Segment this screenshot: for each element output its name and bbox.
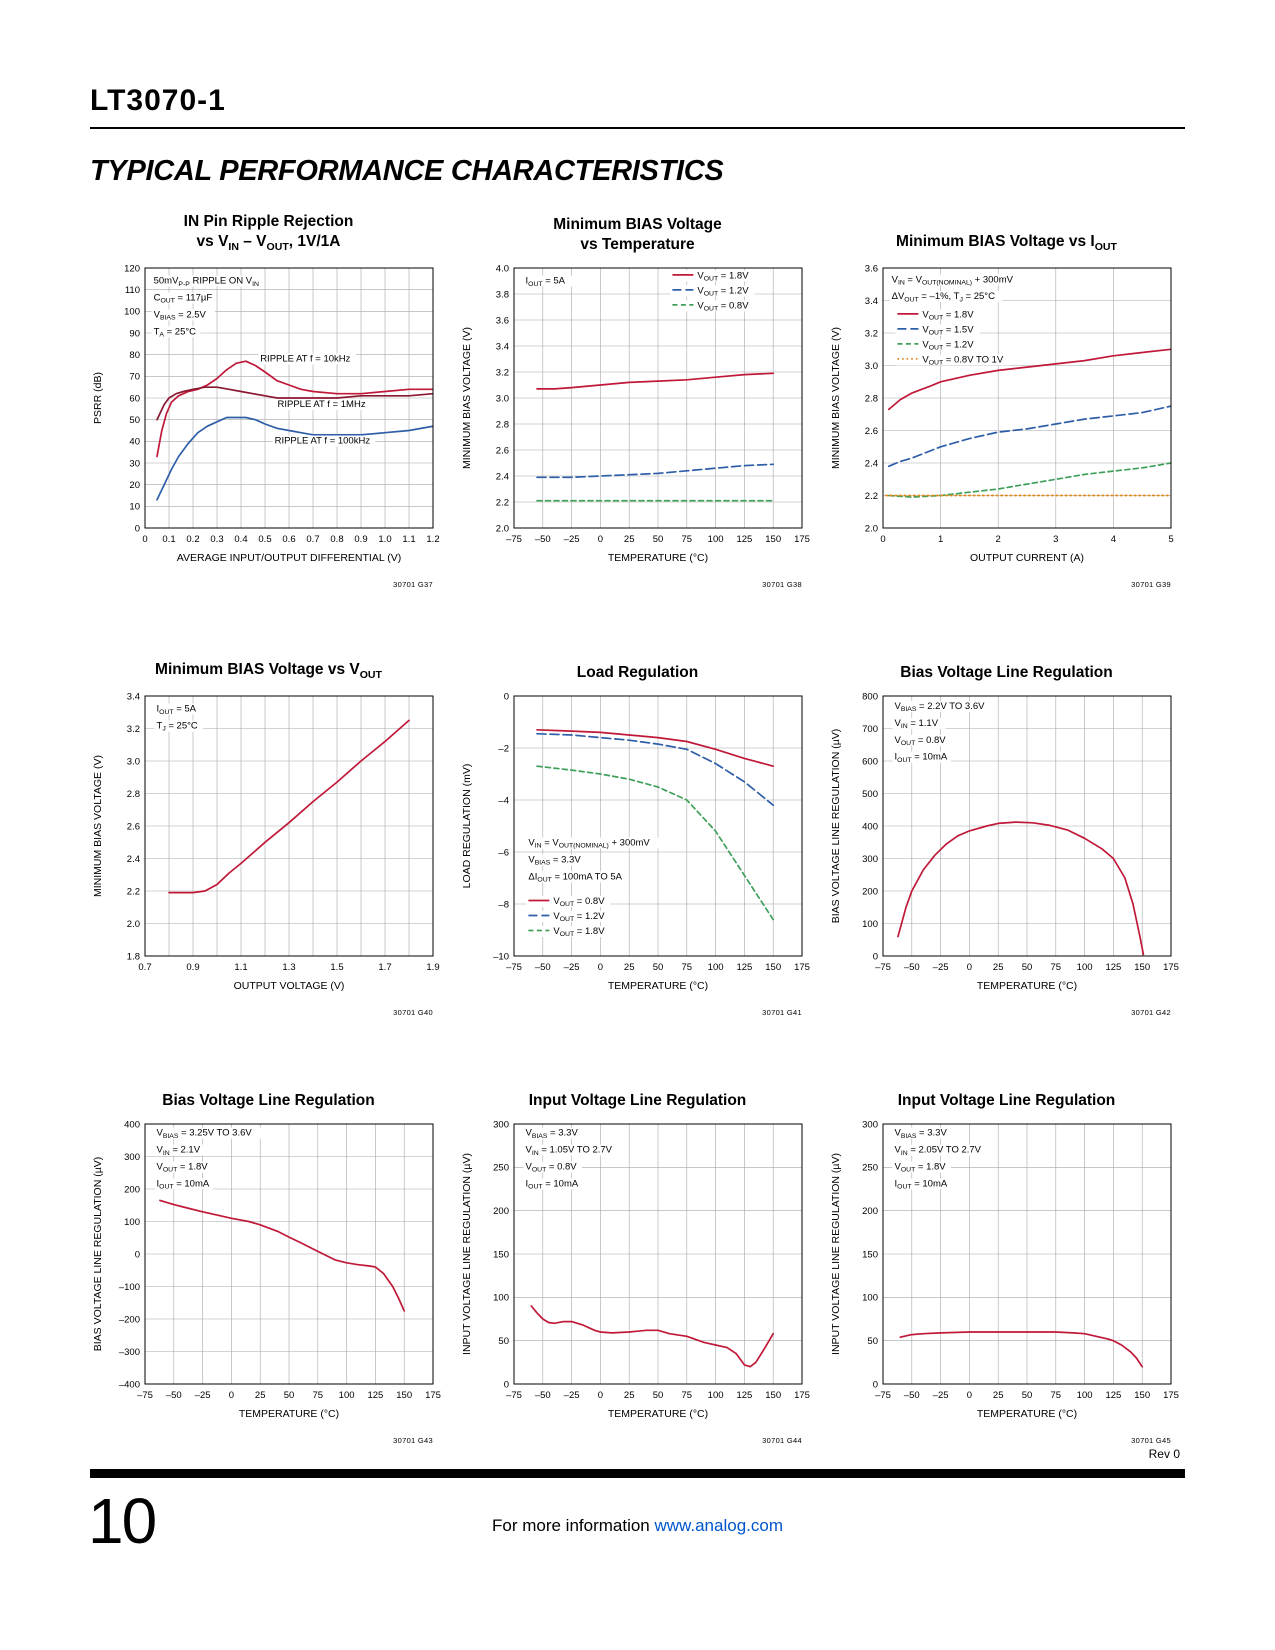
series-bias-line-reg <box>898 822 1143 954</box>
annotation: $V_{IN} = 1.05V$ TO 2.7V <box>525 1144 612 1157</box>
series-vout-1v2 <box>537 464 773 477</box>
y-tick-label: 100 <box>861 918 878 930</box>
chart-G43 <box>86 1064 452 1446</box>
y-tick-label: 3.2 <box>126 723 140 735</box>
x-tick-label: –25 <box>194 1390 211 1401</box>
chart-title-G38 <box>455 208 821 254</box>
x-tick-label: 150 <box>1133 1390 1150 1401</box>
annotation: $V_{IN} = 2.05V$ TO 2.7V <box>894 1144 981 1157</box>
page-number: 10 <box>88 1485 156 1557</box>
chart-title-line: vs Temperature <box>580 235 695 253</box>
footer-text: For more information <box>491 1516 655 1535</box>
part-number: LT3070-1 <box>90 84 226 117</box>
analog-link[interactable]: www.analog.com <box>654 1516 783 1535</box>
y-tick-label: 300 <box>861 853 878 865</box>
y-tick-label: 1.8 <box>126 951 140 963</box>
annotation: $V_{OUT} = 0.8V$ <box>894 734 946 747</box>
y-tick-label: 500 <box>861 788 878 800</box>
x-tick-label: 125 <box>366 1390 383 1401</box>
curve-label: RIPPLE AT f = 10kHz <box>259 353 350 365</box>
x-tick-label: 25 <box>623 962 634 973</box>
x-axis-label: OUTPUT VOLTAGE (V) <box>233 980 344 992</box>
x-tick-label: 25 <box>992 962 1003 973</box>
y-tick-label: 2.0 <box>126 918 140 930</box>
chart-title-G41 <box>455 636 821 682</box>
chart-title-G42 <box>824 636 1190 682</box>
y-axis-label: MINIMUM BIAS VOLTAGE (V) <box>91 755 104 897</box>
y-axis-label: MINIMUM BIAS VOLTAGE (V) <box>829 327 842 469</box>
legend-label: $V_{OUT} = 1.5V$ <box>921 324 974 337</box>
y-tick-label: 150 <box>861 1249 878 1261</box>
x-tick-label: 75 <box>1050 962 1061 973</box>
annotation: $V_{OUT} = 1.8V$ <box>894 1161 946 1174</box>
y-tick-label: 3.2 <box>495 367 509 379</box>
annotation: $V_{BIAS} = 2.5V$ <box>153 309 206 322</box>
x-tick-label: 25 <box>623 1390 634 1401</box>
x-tick-label: 3 <box>1052 534 1058 545</box>
x-tick-label: 1.9 <box>425 962 440 973</box>
y-tick-label: 30 <box>128 458 140 470</box>
x-tick-label: 125 <box>1104 962 1121 973</box>
x-tick-label: 0.5 <box>257 534 272 545</box>
x-tick-label: 0.8 <box>329 534 344 545</box>
x-tick-label: 0 <box>879 534 886 545</box>
y-tick-label: 400 <box>861 821 878 833</box>
y-tick-label: 3.2 <box>864 328 878 340</box>
y-tick-label: 80 <box>128 350 140 361</box>
y-tick-label: 2.8 <box>495 419 509 431</box>
x-tick-label: 50 <box>652 962 663 973</box>
series-ripple-100kHz <box>157 418 433 500</box>
y-tick-label: –300 <box>118 1346 140 1358</box>
x-tick-label: 150 <box>764 962 781 973</box>
graph-ref: 30701 G41 <box>761 1008 802 1017</box>
x-tick-label: 25 <box>992 1390 1003 1401</box>
section-title: TYPICAL PERFORMANCE CHARACTERISTICS <box>90 155 724 187</box>
y-tick-label: 2.6 <box>864 425 878 437</box>
y-tick-label: 120 <box>123 263 140 275</box>
charts-grid <box>84 208 1191 1446</box>
y-tick-label: 50 <box>866 1336 878 1347</box>
series-bias-line-reg <box>160 1200 404 1311</box>
x-tick-label: 0 <box>966 962 972 973</box>
y-tick-label: 0 <box>134 523 140 535</box>
y-tick-label: 50 <box>128 415 140 426</box>
x-tick-label: 25 <box>623 534 634 545</box>
chart-title-line: Bias Voltage Line Regulation <box>162 1091 375 1109</box>
chart-G37-plot <box>89 256 449 590</box>
graph-ref: 30701 G39 <box>1130 580 1171 589</box>
chart-title-line: Minimum BIAS Voltage vs $V_{OUT}$ <box>155 660 382 681</box>
y-tick-label: 20 <box>128 480 140 491</box>
x-tick-label: 175 <box>793 534 810 545</box>
x-tick-label: –25 <box>932 1390 949 1401</box>
x-axis-label: AVERAGE INPUT/OUTPUT DIFFERENTIAL (V) <box>176 552 401 564</box>
y-tick-label: –100 <box>118 1281 140 1293</box>
y-tick-label: 300 <box>492 1119 509 1131</box>
legend-label: $V_{OUT} = 1.8V$ <box>696 270 749 283</box>
graph-ref: 30701 G43 <box>392 1436 433 1445</box>
y-tick-label: 2.2 <box>495 497 509 509</box>
annotation: $50mV_{P-P}$ RIPPLE ON $V_{IN}$ <box>153 275 259 288</box>
x-tick-label: 0.7 <box>305 534 320 545</box>
chart-G45-plot <box>827 1112 1187 1446</box>
y-tick-label: –2 <box>497 743 509 755</box>
chart-G38-plot <box>458 256 818 590</box>
annotation: $I_{OUT} = 10mA$ <box>894 751 947 764</box>
x-axis-label: TEMPERATURE (°C) <box>976 1408 1077 1420</box>
y-tick-label: –10 <box>492 951 509 963</box>
y-tick-label: 3.4 <box>126 691 140 703</box>
x-tick-label: –75 <box>505 1390 522 1401</box>
x-tick-label: 0.3 <box>209 534 224 545</box>
x-tick-label: 100 <box>1076 962 1093 973</box>
x-tick-label: 150 <box>395 1390 412 1401</box>
series-input-line-reg <box>531 1306 773 1367</box>
y-axis-label: INPUT VOLTAGE LINE REGULATION (µV) <box>460 1153 473 1355</box>
chart-title-line: Load Regulation <box>576 663 699 681</box>
x-tick-label: 150 <box>1133 962 1150 973</box>
x-tick-label: 0.1 <box>161 534 176 545</box>
x-tick-label: 0.4 <box>233 534 248 545</box>
x-tick-label: 0.9 <box>353 534 368 545</box>
x-tick-label: –25 <box>563 534 580 545</box>
y-tick-label: 100 <box>861 1292 878 1304</box>
legend-label: $V_{OUT} = 1.8V$ <box>552 926 605 939</box>
x-axis-label: TEMPERATURE (°C) <box>607 980 708 992</box>
x-tick-label: 75 <box>681 962 692 973</box>
x-tick-label: –50 <box>534 534 551 545</box>
x-tick-label: 75 <box>681 534 692 545</box>
chart-G38 <box>455 208 821 590</box>
x-tick-label: 4 <box>1110 534 1116 545</box>
x-tick-label: –25 <box>563 1390 580 1401</box>
x-tick-label: 25 <box>254 1390 265 1401</box>
chart-title-G40 <box>86 636 452 682</box>
chart-G44-plot <box>458 1112 818 1446</box>
x-tick-label: 175 <box>424 1390 441 1401</box>
graph-ref: 30701 G37 <box>392 580 433 589</box>
x-tick-label: –50 <box>165 1390 182 1401</box>
x-tick-label: –50 <box>534 962 551 973</box>
y-tick-label: 2.8 <box>126 788 140 800</box>
y-tick-label: 60 <box>128 393 140 405</box>
y-tick-label: 3.6 <box>864 263 878 275</box>
y-tick-label: 70 <box>128 371 140 383</box>
x-tick-label: 0 <box>966 1390 972 1401</box>
x-tick-label: 150 <box>764 1390 781 1401</box>
annotation: $I_{OUT} = 10mA$ <box>156 1178 209 1191</box>
legend-label: $V_{OUT} = 1.8V$ <box>921 309 974 322</box>
y-tick-label: 250 <box>492 1162 509 1174</box>
y-tick-label: 300 <box>123 1151 140 1163</box>
y-tick-label: 0 <box>872 1379 878 1391</box>
annotation: $I_{OUT} = 10mA$ <box>894 1178 947 1191</box>
x-tick-label: –50 <box>903 962 920 973</box>
x-tick-label: 150 <box>764 534 781 545</box>
y-tick-label: 2.8 <box>864 393 878 405</box>
chart-G39-plot <box>827 256 1187 590</box>
x-tick-label: 125 <box>735 1390 752 1401</box>
y-axis-label: BIAS VOLTAGE LINE REGULATION (µV) <box>829 728 842 924</box>
legend-label: $V_{OUT} = 1.2V$ <box>696 285 749 298</box>
x-axis-label: TEMPERATURE (°C) <box>607 1408 708 1420</box>
chart-title-line: Input Voltage Line Regulation <box>897 1091 1116 1109</box>
x-tick-label: 1.1 <box>401 534 416 545</box>
x-tick-label: 100 <box>707 534 724 545</box>
chart-G43-plot <box>89 1112 449 1446</box>
chart-title-G43 <box>86 1064 452 1110</box>
x-tick-label: 75 <box>1050 1390 1061 1401</box>
annotation: $V_{IN} = V_{OUT(NOMINAL)} + 300mV$ <box>527 837 650 850</box>
y-tick-label: 2.4 <box>495 471 509 483</box>
x-tick-label: 0 <box>228 1390 234 1401</box>
x-tick-label: 50 <box>283 1390 294 1401</box>
chart-G42-plot <box>827 684 1187 1018</box>
chart-G42 <box>824 636 1190 1018</box>
x-tick-label: –75 <box>874 1390 891 1401</box>
x-tick-label: 1.7 <box>377 962 392 973</box>
x-tick-label: –75 <box>874 962 891 973</box>
chart-G39 <box>824 208 1190 590</box>
graph-ref: 30701 G44 <box>761 1436 802 1445</box>
x-tick-label: 50 <box>652 534 663 545</box>
chart-title-line: Input Voltage Line Regulation <box>528 1091 747 1109</box>
x-tick-label: 1.0 <box>377 534 392 545</box>
chart-G41 <box>455 636 821 1018</box>
legend-label: $V_{OUT} = 0.8V$ TO 1V <box>921 354 1003 367</box>
annotation: $I_{OUT} = 5A$ <box>525 275 565 288</box>
y-tick-label: 2.0 <box>864 523 878 535</box>
annotation: $V_{IN} = 1.1V$ <box>894 717 938 731</box>
curve-label: RIPPLE AT f = 100kHz <box>274 435 370 447</box>
x-tick-label: –25 <box>932 962 949 973</box>
y-tick-label: 4.0 <box>495 263 509 275</box>
y-axis-label: MINIMUM BIAS VOLTAGE (V) <box>460 327 473 469</box>
y-axis-label: BIAS VOLTAGE LINE REGULATION (µV) <box>91 1156 104 1352</box>
x-tick-label: 100 <box>707 962 724 973</box>
x-axis-label: OUTPUT CURRENT (A) <box>969 552 1084 564</box>
series-input-line-reg <box>900 1332 1142 1367</box>
y-tick-label: 3.0 <box>126 756 140 768</box>
y-tick-label: 2.2 <box>864 490 878 502</box>
x-tick-label: –75 <box>505 534 522 545</box>
y-tick-label: 700 <box>861 723 878 735</box>
curve-label: RIPPLE AT f = 1MHz <box>277 399 366 411</box>
chart-G45 <box>824 1064 1190 1446</box>
y-tick-label: 3.0 <box>495 393 509 405</box>
y-tick-label: 3.0 <box>864 360 878 372</box>
chart-G44 <box>455 1064 821 1446</box>
chart-title-line: vs $V_{IN} - V_{OUT}$, 1V/1A <box>196 232 341 253</box>
y-tick-label: 2.6 <box>126 821 140 833</box>
x-axis-label: TEMPERATURE (°C) <box>238 1408 339 1420</box>
y-tick-label: 150 <box>492 1249 509 1261</box>
chart-title-line: Minimum BIAS Voltage <box>553 216 722 234</box>
y-tick-label: 600 <box>861 756 878 768</box>
y-tick-label: 0 <box>872 951 878 963</box>
x-tick-label: 125 <box>735 534 752 545</box>
y-tick-label: 110 <box>124 285 140 296</box>
x-tick-label: 75 <box>681 1390 692 1401</box>
chart-title-G45 <box>824 1064 1190 1110</box>
x-tick-label: 125 <box>1104 1390 1121 1401</box>
x-tick-label: 0.2 <box>185 534 200 545</box>
y-axis-label: LOAD REGULATION (mV) <box>460 763 473 889</box>
x-tick-label: 100 <box>1076 1390 1093 1401</box>
series-vout-1v5 <box>888 406 1170 466</box>
legend-label: $V_{OUT} = 0.8V$ <box>696 300 749 313</box>
header-rule <box>90 127 1185 129</box>
chart-G40 <box>86 636 452 1018</box>
x-tick-label: 0.9 <box>185 962 200 973</box>
x-tick-label: 1.2 <box>425 534 440 545</box>
y-tick-label: 10 <box>128 501 140 513</box>
annotation: $V_{IN} = V_{OUT(NOMINAL)} + 300mV$ <box>891 274 1013 287</box>
y-tick-label: 300 <box>861 1119 878 1131</box>
x-tick-label: 1.1 <box>233 962 248 973</box>
y-tick-label: 3.4 <box>864 295 878 307</box>
annotation: $V_{BIAS} = 2.2V$ TO 3.6V <box>894 701 984 714</box>
y-tick-label: 400 <box>123 1119 140 1131</box>
series-vout-1v8 <box>537 373 773 389</box>
y-tick-label: 200 <box>123 1184 140 1196</box>
y-tick-label: 90 <box>128 328 140 340</box>
footer-bar <box>90 1469 1185 1478</box>
x-tick-label: 0 <box>597 534 603 545</box>
x-tick-label: 5 <box>1167 534 1174 545</box>
y-tick-label: 40 <box>128 436 140 448</box>
chart-title-G37 <box>86 208 452 254</box>
chart-title-G39 <box>824 208 1190 254</box>
y-tick-label: 800 <box>861 691 878 703</box>
y-tick-label: 250 <box>861 1162 878 1174</box>
x-tick-label: 50 <box>652 1390 663 1401</box>
legend-label: $V_{OUT} = 1.2V$ <box>921 339 974 352</box>
y-tick-label: –4 <box>497 795 509 807</box>
annotation: $V_{BIAS} = 3.3V$ <box>525 1127 578 1140</box>
y-tick-label: 0 <box>503 1379 509 1391</box>
x-tick-label: 2 <box>995 534 1001 545</box>
chart-title-line: Minimum BIAS Voltage vs $I_{OUT}$ <box>896 232 1117 253</box>
x-tick-label: –50 <box>903 1390 920 1401</box>
y-tick-label: 2.4 <box>864 458 878 470</box>
x-tick-label: 175 <box>1162 1390 1179 1401</box>
y-tick-label: 2.4 <box>126 853 140 865</box>
annotation: $V_{BIAS} = 3.3V$ <box>894 1127 947 1140</box>
page-header <box>90 84 1185 129</box>
y-tick-label: 100 <box>123 1216 140 1228</box>
x-tick-label: 50 <box>1021 1390 1032 1401</box>
y-tick-label: 100 <box>123 306 140 318</box>
legend-label: $V_{OUT} = 0.8V$ <box>552 896 605 909</box>
annotation: $V_{BIAS} = 3.3V$ <box>527 854 581 867</box>
x-tick-label: 0.7 <box>137 962 152 973</box>
chart-G37 <box>86 208 452 590</box>
y-axis-label: INPUT VOLTAGE LINE REGULATION (µV) <box>829 1153 842 1355</box>
x-tick-label: 175 <box>793 1390 810 1401</box>
y-tick-label: 50 <box>497 1336 509 1347</box>
annotation: $C_{OUT} = 117\mu F$ <box>153 292 212 305</box>
annotation: $V_{OUT} = 0.8V$ <box>525 1161 577 1174</box>
y-tick-label: 2.2 <box>126 886 140 898</box>
annotation: $T_J = 25^\circ C$ <box>156 720 198 733</box>
chart-G40-plot <box>89 684 449 1018</box>
annotation: $T_A = 25^\circ C$ <box>153 326 196 339</box>
annotation: $V_{BIAS} = 3.25V$ TO 3.6V <box>156 1127 252 1140</box>
x-tick-label: 1 <box>937 534 943 545</box>
x-tick-label: –75 <box>136 1390 153 1401</box>
x-tick-label: 0.6 <box>281 534 296 545</box>
annotation: $\Delta I_{OUT} = 100mA$ TO 5A <box>527 871 622 884</box>
y-tick-label: 200 <box>861 886 878 898</box>
y-tick-label: 3.4 <box>495 341 509 353</box>
y-tick-label: 3.8 <box>495 289 509 301</box>
x-tick-label: –50 <box>534 1390 551 1401</box>
x-tick-label: 0 <box>597 1390 603 1401</box>
x-tick-label: 0 <box>141 534 148 545</box>
y-tick-label: 2.0 <box>495 523 509 535</box>
y-tick-label: –6 <box>497 847 509 859</box>
x-tick-label: 100 <box>338 1390 355 1401</box>
chart-title-G44 <box>455 1064 821 1110</box>
y-tick-label: 100 <box>492 1292 509 1304</box>
y-axis-label: PSRR (dB) <box>91 372 104 424</box>
y-tick-label: –400 <box>118 1379 140 1391</box>
x-tick-label: 125 <box>735 962 752 973</box>
annotation: $I_{OUT} = 5A$ <box>156 703 196 716</box>
x-tick-label: 50 <box>1021 962 1032 973</box>
graph-ref: 30701 G40 <box>392 1008 433 1017</box>
annotation: $I_{OUT} = 10mA$ <box>525 1178 578 1191</box>
x-tick-label: 75 <box>312 1390 323 1401</box>
x-tick-label: 1.5 <box>329 962 344 973</box>
series-vout-1v2 <box>888 463 1170 497</box>
y-tick-label: 3.6 <box>495 315 509 327</box>
x-tick-label: 0 <box>597 962 603 973</box>
annotation: $V_{OUT} = 1.8V$ <box>156 1161 208 1174</box>
x-tick-label: 1.3 <box>281 962 296 973</box>
graph-ref: 30701 G42 <box>1130 1008 1171 1017</box>
x-tick-label: 175 <box>1162 962 1179 973</box>
y-tick-label: 0 <box>134 1249 140 1261</box>
x-axis-label: TEMPERATURE (°C) <box>976 980 1077 992</box>
x-tick-label: 175 <box>793 962 810 973</box>
graph-ref: 30701 G38 <box>761 580 802 589</box>
chart-title-line: Bias Voltage Line Regulation <box>900 663 1113 681</box>
chart-G41-plot <box>458 684 818 1018</box>
y-tick-label: 200 <box>861 1206 878 1217</box>
annotation: $\Delta V_{OUT} = -1\%$, $T_J = 25^\circ C$ <box>891 291 995 304</box>
annotation: $V_{IN} = 2.1V$ <box>156 1144 200 1157</box>
chart-title-line: IN Pin Ripple Rejection <box>183 213 354 231</box>
x-tick-label: –75 <box>505 962 522 973</box>
y-tick-label: 200 <box>492 1206 509 1217</box>
x-tick-label: 100 <box>707 1390 724 1401</box>
graph-ref: 30701 G45 <box>1130 1436 1171 1445</box>
x-tick-label: –25 <box>563 962 580 973</box>
footer-info <box>0 1516 1275 1536</box>
revision-label: Rev 0 <box>1148 1447 1180 1461</box>
x-axis-label: TEMPERATURE (°C) <box>607 552 708 564</box>
y-tick-label: –200 <box>118 1314 140 1326</box>
y-tick-label: –8 <box>497 899 509 911</box>
legend-label: $V_{OUT} = 1.2V$ <box>552 911 605 924</box>
y-tick-label: 0 <box>503 691 509 703</box>
y-tick-label: 2.6 <box>495 445 509 457</box>
